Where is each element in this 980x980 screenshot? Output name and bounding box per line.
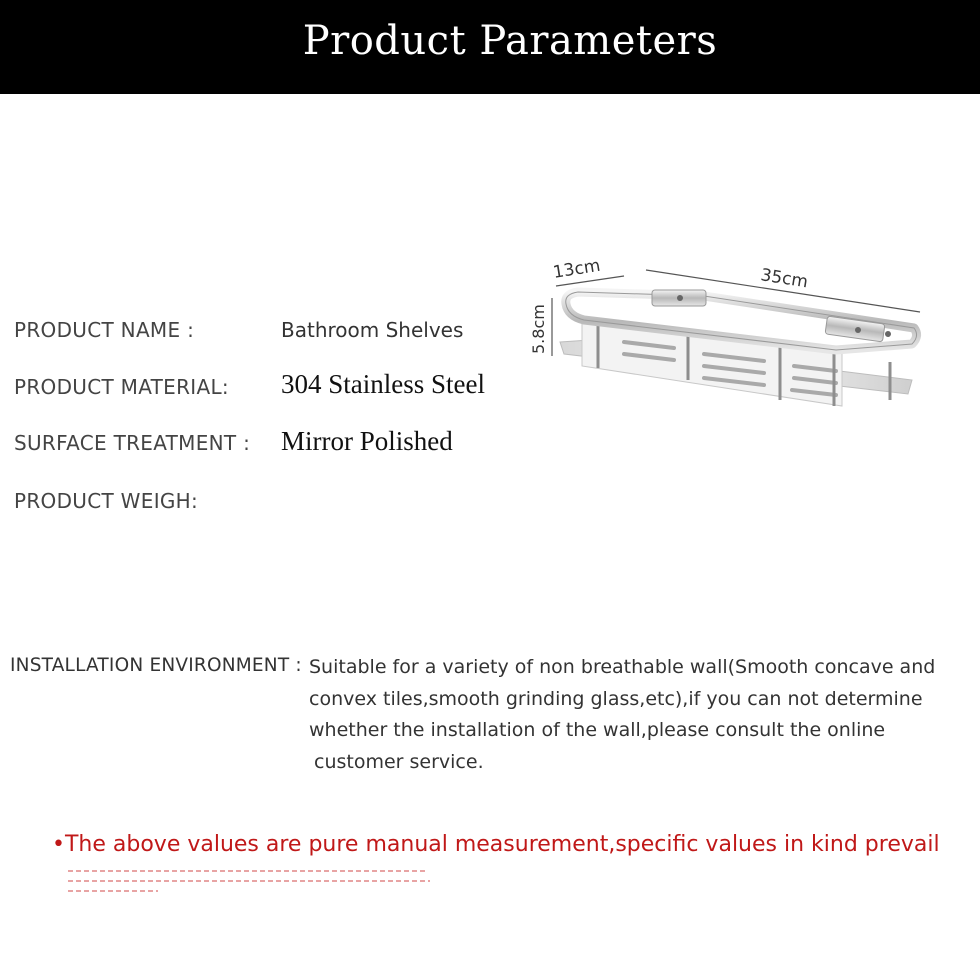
installation-line: customer service. (314, 750, 484, 773)
dimension-height-label: 5.8cm (529, 304, 548, 354)
installation-line: whether the installation of the wall,please consult the online (309, 719, 886, 741)
measurement-note: •The above values are pure manual measurement,specific values in kind prevail (52, 832, 940, 857)
page-title: Product Parameters (302, 18, 718, 64)
product-material-label: PRODUCT MATERIAL: (14, 375, 229, 399)
installation-line: Suitable for a variety of non breathable wall(Smooth concave and (309, 656, 936, 678)
installation-environment-text (309, 652, 936, 778)
product-name-value: Bathroom Shelves (281, 318, 464, 342)
surface-treatment-value: Mirror Polished (281, 426, 453, 456)
fine-print-line (68, 890, 158, 892)
dimension-depth-label: 13cm (551, 255, 602, 283)
product-weigh-label: PRODUCT WEIGH: (14, 489, 199, 513)
product-name-label: PRODUCT NAME : (14, 318, 195, 342)
installation-line: convex tiles,smooth grinding glass,etc),if you can not determine (309, 687, 923, 710)
dimension-length-label: 35cm (759, 265, 810, 293)
surface-treatment-label: SURFACE TREATMENT : (14, 431, 251, 455)
installation-environment-label: INSTALLATION ENVIRONMENT : (10, 655, 302, 676)
product-material-value: 304 Stainless Steel (281, 369, 485, 399)
fine-print-line (68, 880, 430, 882)
header-banner (0, 0, 980, 94)
fine-print-line (68, 870, 428, 872)
product-image (524, 250, 924, 420)
